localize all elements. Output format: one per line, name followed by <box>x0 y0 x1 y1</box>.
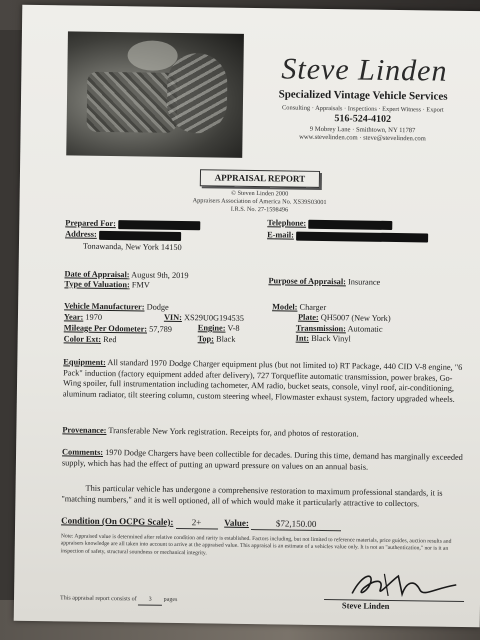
company-web: www.stevelinden.com · steve@stevelinden.com <box>299 133 426 143</box>
type-of-valuation-field: Type of Valuation: FMV <box>64 279 150 290</box>
signer-name: Steve Linden <box>341 600 390 611</box>
appraisal-document <box>14 5 480 627</box>
engine-field: Engine: V-8 <box>197 323 240 333</box>
services-list: Consulting · Appraisals · Inspections · Expert Witness · Export <box>282 104 444 114</box>
redacted-name <box>118 220 200 230</box>
mileage-field: Mileage Per Odometer: 57,789 <box>63 323 173 334</box>
vin-field: VIN: XS29U0G194535 <box>163 312 245 323</box>
top-field: Top: Black <box>197 334 236 344</box>
signature <box>344 569 464 601</box>
telephone-field: Telephone: <box>267 218 392 230</box>
model-field: Model: Charger <box>272 302 327 313</box>
report-title: APPRAISAL REPORT <box>200 169 320 188</box>
transmission-field: Transmission: Automatic <box>295 323 383 334</box>
appraisal-note: Note: Appraised value is determined after relative condition and rarity is established. Factors including, but not limited to reference materials, price guides, auction results and appraisers knowledge are all taken into account to arrive at the appraised value. This appraisal is an estimate of a vehicles value only. It is not an "authentication," nor is it an inspection of safety, structural soundness or mechanical integrity. <box>60 533 452 556</box>
company-address: 9 Mobrey Lane · Smithtown, NY 11787 <box>309 125 416 135</box>
engine-photo <box>66 31 244 157</box>
steve-linden-logo: Steve Linden <box>281 52 448 88</box>
prepared-for-field: Prepared For: <box>65 218 200 230</box>
email-field: E-mail: <box>267 230 428 243</box>
equipment-section: Equipment: All standard 1970 Dodge Charger equipment plus (but not limited to) RT Package, 440 CID V-8 engine, "6 Pack" induction (factory equipment added after delivery), 727 Torqueflite automatic transmission, power brakes, Go-Wing spoiler, full instrumentation including tachometer, AM radio, bucket seats, console, vinyl roof, air-conditioning, aluminum radiator, tilt steering column, custom steering wheel, Flowmaster exhaust system, factory upgraded wheels. <box>62 357 463 404</box>
date-of-appraisal-field: Date of Appraisal: August 9th, 2019 <box>64 269 189 281</box>
page-count: This appraisal report consists of 3 pages <box>60 595 177 605</box>
year-field: Year: 1970 <box>63 312 103 322</box>
city-value: Tonawanda, New York 14150 <box>82 241 182 253</box>
purpose-of-appraisal-field: Purpose of Appraisal: Insurance <box>268 276 381 287</box>
interior-field: Int: Black Vinyl <box>295 333 351 344</box>
redacted-phone <box>308 219 392 229</box>
company-tagline: Specialized Vintage Vehicle Services <box>278 88 448 103</box>
color-ext-field: Color Ext: Red <box>63 334 117 345</box>
manufacturer-field: Vehicle Manufacturer: Dodge <box>64 301 169 312</box>
address-field: Address: <box>65 229 181 241</box>
comments-section: Comments: 1970 Dodge Chargers have been collectible for decades. During this time, demand has marginally exceeded supply, which has had the effect of putting an upward pressure on values on an annual basis. <box>61 447 463 472</box>
plate-field: Plate: QH5007 (New York) <box>297 312 391 323</box>
report-credentials: © Steven Linden 2000 Appraisers Association of America No. XS39S03001 I.R.S. No. 27-1598496 <box>192 189 327 214</box>
comments-paragraph-2: This particular vehicle has undergone a comprehensive restoration to maximum professional standards, it is "matching numbers," and it is well optioned, all of which would make it particularly attractive to collectors. <box>61 483 443 508</box>
company-phone: 516-524-4102 <box>334 113 392 125</box>
condition-field: Condition (On OCPG Scale): 2+ Value: $72,150.00 <box>61 515 341 531</box>
redacted-email <box>296 231 428 242</box>
provenance-section: Provenance: Transferable New York registration. Receipts for, and photos of restoration. <box>62 425 359 439</box>
redacted-address <box>99 230 181 240</box>
